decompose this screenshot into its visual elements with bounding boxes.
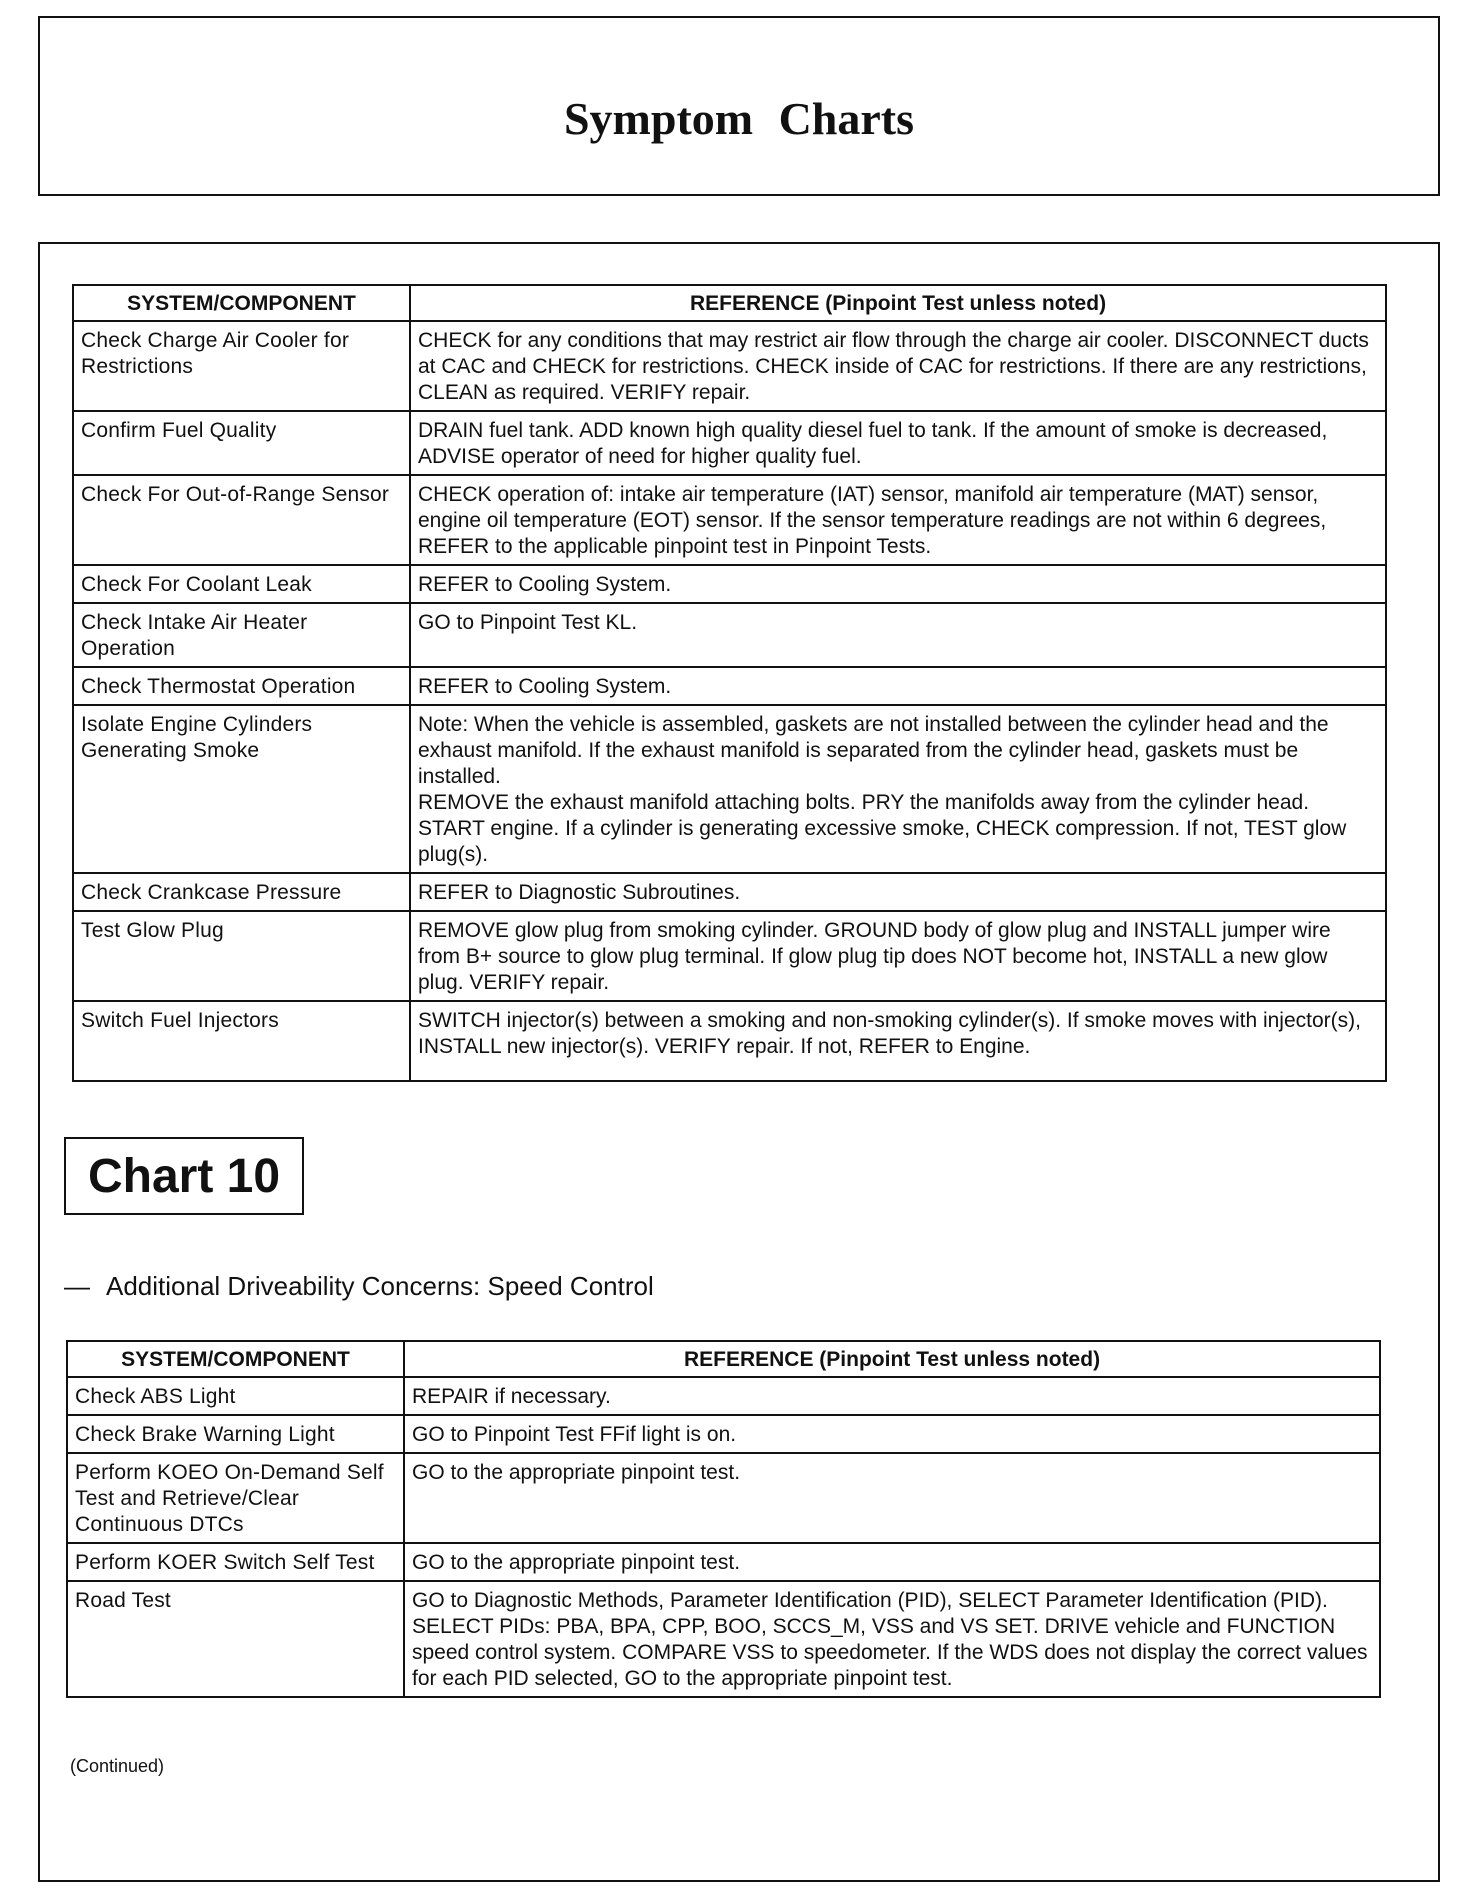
reference-cell: CHECK operation of: intake air temperature (IAT) sensor, manifold air temperature (MAT) sensor, engine oil temperature (EOT) sensor. If the sensor temperature readings are not within 6 degrees, REFER to the applicable pinpoint test in Pinpoint Tests.: [410, 475, 1386, 565]
component-cell: Check Brake Warning Light: [67, 1415, 404, 1453]
title-box: [38, 16, 1440, 196]
reference-cell: DRAIN fuel tank. ADD known high quality diesel fuel to tank. If the amount of smoke is decreased, ADVISE operator of need for higher quality fuel.: [410, 411, 1386, 475]
table-row: [73, 873, 1386, 911]
component-cell: Isolate Engine Cylinders Generating Smoke: [73, 705, 410, 873]
symptom-table-2: [66, 1340, 1381, 1698]
reference-cell: GO to Pinpoint Test KL.: [410, 603, 1386, 667]
reference-cell: GO to Diagnostic Methods, Parameter Identification (PID), SELECT Parameter Identification (PID). SELECT PIDs: PBA, BPA, CPP, BOO, SCCS_M, VSS and VS SET. DRIVE vehicle and FUNCTION speed control system. COMPARE VSS to speedometer. If the WDS does not display the correct values for each PID selected, GO to the appropriate pinpoint test.: [404, 1581, 1380, 1697]
table-row: [67, 1415, 1380, 1453]
component-cell: Check Crankcase Pressure: [73, 873, 410, 911]
reference-cell: [410, 705, 1386, 873]
table-row: [73, 1001, 1386, 1081]
table-row: [73, 603, 1386, 667]
table-row: [73, 411, 1386, 475]
table-row: [73, 565, 1386, 603]
component-cell: Perform KOER Switch Self Test: [67, 1543, 404, 1581]
table-row: [67, 1453, 1380, 1543]
table-row: [73, 667, 1386, 705]
column-header-reference: REFERENCE (Pinpoint Test unless noted): [410, 285, 1386, 321]
table-row: [73, 475, 1386, 565]
component-cell: Road Test: [67, 1581, 404, 1697]
subtitle-dash: —: [64, 1271, 90, 1301]
component-cell: Check Intake Air Heater Operation: [73, 603, 410, 667]
chart-subtitle: [64, 1271, 654, 1301]
column-header-component: SYSTEM/COMPONENT: [67, 1341, 404, 1377]
table-row: [67, 1543, 1380, 1581]
component-cell: Confirm Fuel Quality: [73, 411, 410, 475]
reference-cell: REFER to Cooling System.: [410, 565, 1386, 603]
component-cell: Check Thermostat Operation: [73, 667, 410, 705]
reference-cell: CHECK for any conditions that may restrict air flow through the charge air cooler. DISCONNECT ducts at CAC and CHECK for restrictions. CHECK inside of CAC for restrictions. If there are any restrictions, CLEAN as required. VERIFY repair.: [410, 321, 1386, 411]
reference-cell: GO to the appropriate pinpoint test.: [404, 1453, 1380, 1543]
table-row: [73, 705, 1386, 873]
reference-cell: SWITCH injector(s) between a smoking and non-smoking cylinder(s). If smoke moves with injector(s), INSTALL new injector(s). VERIFY repair. If not, REFER to Engine.: [410, 1001, 1386, 1081]
page-title: Symptom Charts: [563, 93, 915, 144]
table-row: [73, 911, 1386, 1001]
table-row: [67, 1377, 1380, 1415]
reference-cell: REMOVE glow plug from smoking cylinder. GROUND body of glow plug and INSTALL jumper wire from B+ source to glow plug terminal. If glow plug tip does NOT become hot, INSTALL a new glow plug. VERIFY repair.: [410, 911, 1386, 1001]
content-box: [38, 242, 1440, 1882]
component-cell: Check Charge Air Cooler for Restrictions: [73, 321, 410, 411]
reference-cell: GO to Pinpoint Test FFif light is on.: [404, 1415, 1380, 1453]
reference-cell: GO to the appropriate pinpoint test.: [404, 1543, 1380, 1581]
component-cell: Switch Fuel Injectors: [73, 1001, 410, 1081]
chart-number-label: Chart 10: [64, 1137, 304, 1215]
component-cell: Check For Coolant Leak: [73, 565, 410, 603]
column-header-component: SYSTEM/COMPONENT: [73, 285, 410, 321]
reference-cell: REFER to Cooling System.: [410, 667, 1386, 705]
component-cell: Test Glow Plug: [73, 911, 410, 1001]
continued-note: (Continued): [70, 1756, 165, 1776]
reference-procedure: REMOVE the exhaust manifold attaching bolts. PRY the manifolds away from the cylinder head. START engine. If a cylinder is generating excessive smoke, CHECK compression. If not, TEST glow plug(s).: [418, 791, 1347, 866]
table-row: [67, 1581, 1380, 1697]
component-cell: Check ABS Light: [67, 1377, 404, 1415]
symptom-table-1: [72, 284, 1387, 1082]
component-cell: Check For Out-of-Range Sensor: [73, 475, 410, 565]
reference-cell: REFER to Diagnostic Subroutines.: [410, 873, 1386, 911]
column-header-reference: REFERENCE (Pinpoint Test unless noted): [404, 1341, 1380, 1377]
reference-note: Note: When the vehicle is assembled, gaskets are not installed between the cylinder head and the exhaust manifold. If the exhaust manifold is separated from the cylinder head, gaskets must be installed.: [418, 713, 1329, 788]
table-row: [73, 321, 1386, 411]
subtitle-text: Additional Driveability Concerns: Speed Control: [106, 1271, 654, 1301]
component-cell: Perform KOEO On-Demand Self Test and Retrieve/Clear Continuous DTCs: [67, 1453, 404, 1543]
reference-cell: REPAIR if necessary.: [404, 1377, 1380, 1415]
